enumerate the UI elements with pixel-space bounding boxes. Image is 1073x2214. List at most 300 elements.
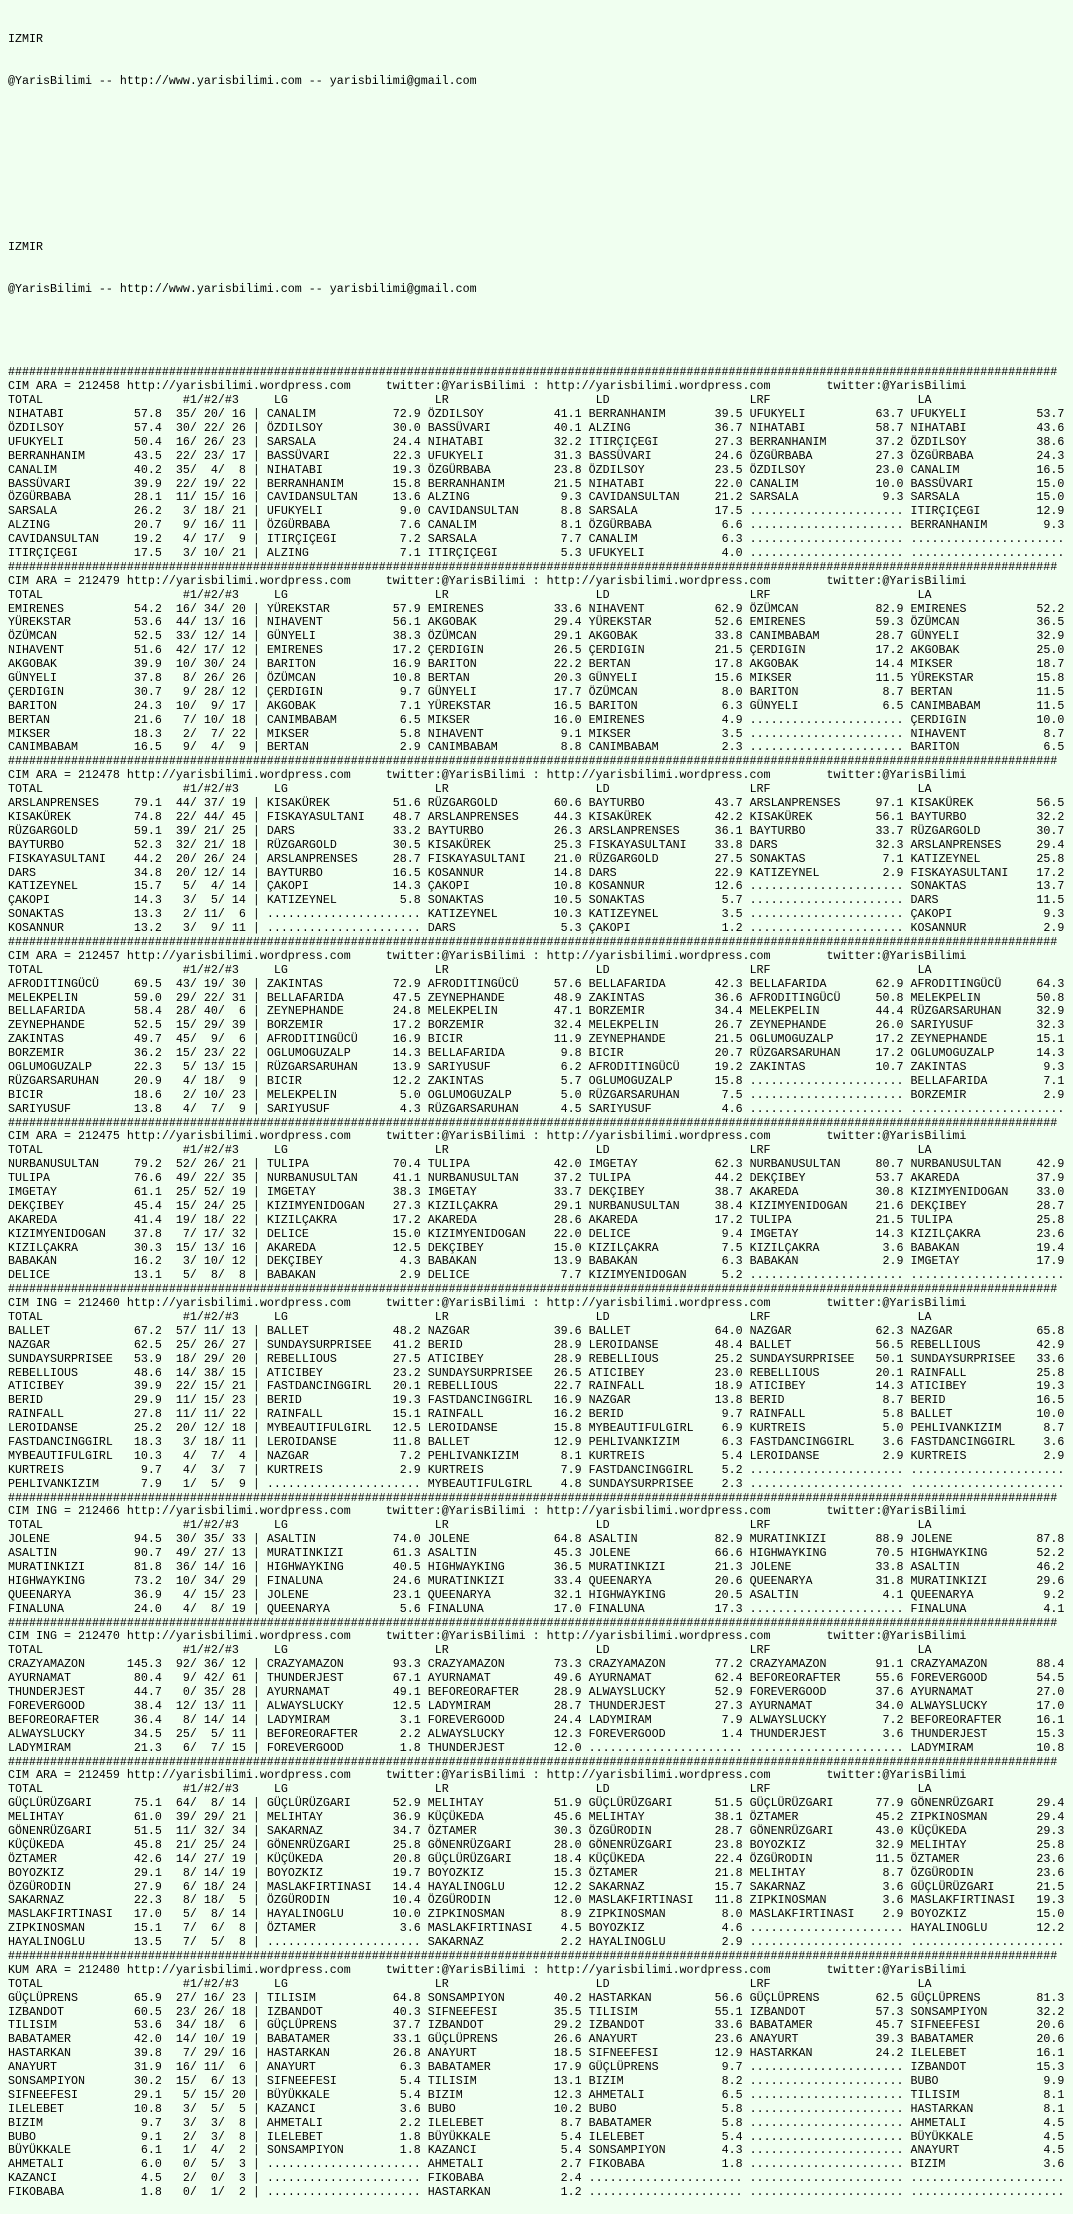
lg-horse-name: GÖNENRÜZGARI <box>266 1837 393 1852</box>
lr-score: 47.1 <box>553 1004 582 1019</box>
site-link[interactable]: http://yarisbilimi.wordpress.com <box>126 379 351 394</box>
total-score: 29.9 <box>119 1393 162 1408</box>
site-link[interactable]: http://yarisbilimi.wordpress.com <box>126 1768 351 1783</box>
lrf-score: 63.7 <box>875 407 904 422</box>
lg-horse-name: AFRODITINGÜCÜ <box>266 1032 393 1047</box>
lrf-score: 26.0 <box>875 1018 904 1033</box>
column-divider: | <box>245 726 267 741</box>
column-divider: | <box>245 1851 267 1866</box>
column-divider: | <box>245 1171 267 1186</box>
ld-horse-name: LEROIDANSE <box>588 1337 715 1352</box>
lg-score: 10.4 <box>392 1893 421 1908</box>
horse-row <box>8 505 1073 519</box>
ld-horse-name: BICIR <box>588 1046 715 1061</box>
lrf-horse-name: KIZILÇAKRA <box>749 1240 876 1255</box>
placing-counts: 7/ 5/ 8 <box>168 1935 246 1950</box>
lrf-horse-name: QUEENARYA <box>749 1573 876 1588</box>
ld-score: 38.1 <box>714 1810 743 1825</box>
site-link[interactable]: http://yarisbilimi.wordpress.com <box>546 1629 771 1644</box>
twitter-handle: twitter:@YarisBilimi <box>826 1504 967 1519</box>
lg-score: 5.6 <box>392 1601 421 1616</box>
horse-row <box>8 491 1073 505</box>
horse-row <box>8 853 1073 867</box>
lg-horse-name: MELEKPELIN <box>266 1087 393 1102</box>
lr-horse-name: GÖNENRÜZGARI <box>427 1837 554 1852</box>
horse-name: PEHLIVANKIZIM <box>8 1476 120 1491</box>
total-score: 13.2 <box>119 921 162 936</box>
lrf-horse-name: GÜÇLÜRÜZGARI <box>749 1796 876 1811</box>
horse-name: HASTARKAN <box>8 2046 120 2061</box>
lr-horse-name: HASTARKAN <box>427 2185 554 2200</box>
placing-counts: 9/ 28/ 12 <box>168 684 246 699</box>
la-score: 9.3 <box>1036 1059 1065 1074</box>
lg-horse-name: AHMETALI <box>266 2115 393 2130</box>
la-score: 29.6 <box>1036 1573 1065 1588</box>
total-score: 31.9 <box>119 2060 162 2075</box>
ld-score: 21.5 <box>714 1032 743 1047</box>
lrf-empty-filler: ...................... <box>749 2101 904 2116</box>
lg-score: 23.2 <box>392 1365 421 1380</box>
horse-row <box>8 1839 1073 1853</box>
lrf-score: 62.5 <box>875 1990 904 2005</box>
horse-row <box>8 2103 1073 2117</box>
lg-horse-name: TULIPA <box>266 1157 393 1172</box>
horse-row <box>8 1908 1073 1922</box>
lr-horse-name: HIGHWAYKING <box>427 1560 554 1575</box>
la-horse-name: KATIZEYNEL <box>910 851 1037 866</box>
column-divider: | <box>245 476 267 491</box>
lg-horse-name: TILISIM <box>266 1990 393 2005</box>
lr-score: 9.1 <box>553 726 582 741</box>
lg-score: 3.6 <box>392 1921 421 1936</box>
horse-name: BABAKAN <box>8 1254 120 1269</box>
column-divider: | <box>245 1560 267 1575</box>
lr-horse-name: KURTREIS <box>427 1462 554 1477</box>
la-score: 29.4 <box>1036 1796 1065 1811</box>
horse-row <box>8 1158 1073 1172</box>
la-horse-name: BEFOREORAFTER <box>910 1712 1037 1727</box>
lg-horse-name: KATIZEYNEL <box>266 893 393 908</box>
lg-horse-name: FINALUNA <box>266 1573 393 1588</box>
lrf-score: 2.9 <box>875 1448 904 1463</box>
lrf-score: 37.6 <box>875 1685 904 1700</box>
lrf-horse-name: SARSALA <box>749 490 876 505</box>
twitter-handle: twitter:@YarisBilimi <box>385 1962 526 1977</box>
horse-row <box>8 547 1073 561</box>
lr-score: 12.3 <box>553 2087 582 2102</box>
horse-name: LADYMIRAM <box>8 1740 120 1755</box>
ld-score: 23.8 <box>714 1837 743 1852</box>
la-score: 65.8 <box>1036 1323 1065 1338</box>
column-header-lrf: LRF <box>749 1518 771 1533</box>
la-horse-name: ÇAKOPI <box>910 907 1037 922</box>
la-score: 8.7 <box>1036 1421 1065 1436</box>
lrf-horse-name: MELEKPELIN <box>749 1004 876 1019</box>
la-score: 37.9 <box>1036 1171 1065 1186</box>
total-score: 25.2 <box>119 1421 162 1436</box>
lrf-score: 2.9 <box>875 1254 904 1269</box>
ld-score: 8.2 <box>714 2073 743 2088</box>
lg-horse-name: BABAKAN <box>266 1268 393 1283</box>
la-horse-name: BORZEMIR <box>910 1087 1037 1102</box>
lr-horse-name: ZEYNEPHANDE <box>427 990 554 1005</box>
horse-name: OGLUMOGUZALP <box>8 1059 120 1074</box>
la-score: 30.7 <box>1036 823 1065 838</box>
lr-horse-name: BORZEMIR <box>427 1018 554 1033</box>
horse-name: FISKAYASULTANI <box>8 851 120 866</box>
lr-score: 12.3 <box>553 1726 582 1741</box>
site-link[interactable]: http://yarisbilimi.wordpress.com <box>546 1296 771 1311</box>
lg-score: 33.2 <box>392 823 421 838</box>
la-score: 6.5 <box>1036 740 1065 755</box>
lg-horse-name: BERRANHANIM <box>266 476 393 491</box>
column-divider: | <box>245 434 267 449</box>
lrf-horse-name: KISAKÜREK <box>749 809 876 824</box>
la-horse-name: BERRANHANIM <box>910 518 1037 533</box>
ld-score: 22.0 <box>714 476 743 491</box>
ld-score: 9.7 <box>714 2060 743 2075</box>
la-empty-filler: ...................... <box>910 1101 1065 1116</box>
la-horse-name: IMGETAY <box>910 1254 1037 1269</box>
ld-horse-name: KÜÇÜKEDA <box>588 1851 715 1866</box>
total-score: 19.2 <box>119 532 162 547</box>
lg-horse-name: NAZGAR <box>266 1448 393 1463</box>
lrf-horse-name: AKGOBAK <box>749 657 876 672</box>
lr-horse-name: CAVIDANSULTAN <box>427 504 554 519</box>
column-divider: | <box>245 684 267 699</box>
total-score: 27.9 <box>119 1879 162 1894</box>
lg-score: 61.3 <box>392 1546 421 1561</box>
lg-score: 30.0 <box>392 421 421 435</box>
twitter-handle: twitter:@YarisBilimi <box>385 1296 526 1311</box>
site-link[interactable]: http://yarisbilimi.wordpress.com <box>126 1296 351 1311</box>
horse-row <box>8 1339 1073 1353</box>
lr-score: 5.4 <box>553 2129 582 2144</box>
la-horse-name: ZEYNEPHANDE <box>910 1032 1037 1047</box>
horse-row <box>8 1811 1073 1825</box>
lg-horse-name: KISAKÜREK <box>266 796 393 811</box>
la-horse-name: MELEKPELIN <box>910 990 1037 1005</box>
lr-horse-name: GÜÇLÜRÜZGARI <box>427 1851 554 1866</box>
horse-row <box>8 1408 1073 1422</box>
column-divider: | <box>245 1865 267 1880</box>
column-divider: | <box>245 546 267 561</box>
placing-counts: 8/ 14/ 19 <box>168 1865 246 1880</box>
lg-horse-name: BABATAMER <box>266 2032 393 2047</box>
lr-horse-name: SUNDAYSURPRISEE <box>427 1365 554 1380</box>
horse-row <box>8 1825 1073 1839</box>
ld-score: 27.5 <box>714 851 743 866</box>
lg-score: 10.8 <box>392 671 421 686</box>
column-divider: | <box>245 1448 267 1463</box>
lr-score: 21.0 <box>553 851 582 866</box>
separator-line: ###################################################################################################################################################### <box>8 934 1058 949</box>
column-header-1-2-3: #1/#2/#3 <box>182 1782 239 1797</box>
la-horse-name: AYURNAMAT <box>910 1685 1037 1700</box>
race-title-line: CIM ING = 212460 http://yarisbilimi.wordpress.com twitter:@YarisBilimi : http://yarisbilimi.wordpress.com twitter:@YarisBilimi <box>8 1296 967 1311</box>
ld-horse-name: MIKSER <box>588 726 715 741</box>
column-header-ld: LD <box>595 393 610 408</box>
lg-horse-name: KIZIMYENIDOGAN <box>266 1198 393 1213</box>
horse-name: FINALUNA <box>8 1601 120 1616</box>
total-score: 34.5 <box>119 1726 162 1741</box>
lr-score: 18.4 <box>553 1851 582 1866</box>
lrf-horse-name: SAKARNAZ <box>749 1879 876 1894</box>
lr-horse-name: KOSANNUR <box>427 865 554 880</box>
horse-name: ÖZDILSOY <box>8 421 120 435</box>
ld-score: 82.9 <box>714 1532 743 1547</box>
site-link[interactable]: http://yarisbilimi.wordpress.com <box>126 1629 351 1644</box>
lrf-score: 62.3 <box>875 1323 904 1338</box>
la-score: 20.6 <box>1036 2032 1065 2047</box>
column-divider: | <box>245 2087 267 2102</box>
ld-horse-name: ANAYURT <box>588 2032 715 2047</box>
lrf-score: 5.8 <box>875 1407 904 1422</box>
lrf-score: 37.2 <box>875 434 904 449</box>
column-header-ld: LD <box>595 1518 610 1533</box>
lrf-score: 21.5 <box>875 1212 904 1227</box>
horse-row <box>8 978 1073 992</box>
lg-horse-name: ALWAYSLUCKY <box>266 1698 393 1713</box>
lg-horse-name: DELICE <box>266 1226 393 1241</box>
lr-horse-name: SONAKTAS <box>427 893 554 908</box>
lr-score: 10.5 <box>553 893 582 908</box>
la-horse-name: SARIYUSUF <box>910 1018 1037 1033</box>
site-link[interactable]: http://yarisbilimi.wordpress.com <box>546 1962 771 1977</box>
la-score: 7.1 <box>1036 1073 1065 1088</box>
lrf-horse-name: NIHATABI <box>749 421 876 435</box>
ld-horse-name: BAYTURBO <box>588 796 715 811</box>
ld-empty-filler: ...................... <box>588 2185 743 2200</box>
la-horse-name: ÖZGÜRBABA <box>910 448 1037 463</box>
la-score: 17.0 <box>1036 1698 1065 1713</box>
la-score: 2.9 <box>1036 1087 1065 1102</box>
horse-name: MELIHTAY <box>8 1810 120 1825</box>
horse-name: KATIZEYNEL <box>8 879 120 894</box>
lr-horse-name: IZBANDOT <box>427 2018 554 2033</box>
la-score: 20.6 <box>1036 2018 1065 2033</box>
lg-horse-name: FOREVERGOOD <box>266 1740 393 1755</box>
column-divider: | <box>245 1921 267 1936</box>
twitter-handle: twitter:@YarisBilimi <box>826 379 967 394</box>
lg-horse-name: FISKAYASULTANI <box>266 809 393 824</box>
placing-counts: 10/ 30/ 24 <box>168 657 246 672</box>
ld-score: 23.0 <box>714 1365 743 1380</box>
placing-counts: 32/ 21/ 18 <box>168 837 246 852</box>
placing-counts: 11/ 11/ 22 <box>168 1407 246 1422</box>
lr-horse-name: BERTAN <box>427 671 554 686</box>
horse-name: CANALIM <box>8 462 120 477</box>
race-title-line: CIM ING = 212466 http://yarisbilimi.wordpress.com twitter:@YarisBilimi : http://yarisbilimi.wordpress.com twitter:@YarisBilimi <box>8 1504 967 1519</box>
lr-score: 49.6 <box>553 1671 582 1686</box>
la-horse-name: UFUKYELI <box>910 407 1037 422</box>
lg-horse-name: SUNDAYSURPRISEE <box>266 1337 393 1352</box>
placing-counts: 14/ 27/ 19 <box>168 1851 246 1866</box>
la-horse-name: SUNDAYSURPRISEE <box>910 1351 1037 1366</box>
ld-score: 44.2 <box>714 1171 743 1186</box>
lrf-horse-name: ZAKINTAS <box>749 1059 876 1074</box>
column-divider: | <box>245 532 267 547</box>
ld-horse-name: BERTAN <box>588 657 715 672</box>
site-link[interactable]: http://yarisbilimi.wordpress.com <box>126 1129 351 1144</box>
total-score: 61.0 <box>119 1810 162 1825</box>
ld-score: 17.8 <box>714 657 743 672</box>
site-link[interactable]: http://yarisbilimi.wordpress.com <box>126 573 351 588</box>
ld-score: 17.5 <box>714 504 743 519</box>
lg-horse-name: BELLAFARIDA <box>266 990 393 1005</box>
lr-horse-name: AYURNAMAT <box>427 1671 554 1686</box>
placing-counts: 39/ 29/ 21 <box>168 1810 246 1825</box>
column-header-line <box>8 964 1073 978</box>
site-link[interactable]: http://yarisbilimi.wordpress.com <box>546 1504 771 1519</box>
column-header-total: TOTAL <box>8 1143 43 1158</box>
la-empty-filler: ...................... <box>910 2185 1065 2200</box>
twitter-handle: twitter:@YarisBilimi <box>385 768 526 783</box>
lg-score: 41.1 <box>392 1171 421 1186</box>
la-horse-name: NIHATABI <box>910 421 1037 435</box>
lrf-horse-name: MIKSER <box>749 671 876 686</box>
ld-horse-name: BABAKAN <box>588 1254 715 1269</box>
ld-horse-name: BOYOZKIZ <box>588 1921 715 1936</box>
la-score: 17.2 <box>1036 865 1065 880</box>
lg-score: 19.3 <box>392 462 421 477</box>
site-link[interactable]: http://yarisbilimi.wordpress.com <box>546 1129 771 1144</box>
site-link[interactable]: http://yarisbilimi.wordpress.com <box>546 1768 771 1783</box>
site-link[interactable]: http://yarisbilimi.wordpress.com <box>126 1962 351 1977</box>
horse-name: GÖNENRÜZGARI <box>8 1823 120 1838</box>
total-score: 48.6 <box>119 1365 162 1380</box>
race-title-line: CIM ARA = 212479 http://yarisbilimi.wordpress.com twitter:@YarisBilimi : http://yarisbilimi.wordpress.com twitter:@YarisBilimi <box>8 573 967 588</box>
ld-score: 7.5 <box>714 1240 743 1255</box>
site-link[interactable]: http://yarisbilimi.wordpress.com <box>126 948 351 963</box>
site-link[interactable]: http://yarisbilimi.wordpress.com <box>546 379 771 394</box>
la-horse-name: TULIPA <box>910 1212 1037 1227</box>
city-title: IZMIR <box>8 31 43 46</box>
column-divider: | <box>245 1796 267 1811</box>
lr-score: 57.6 <box>553 976 582 991</box>
horse-row <box>8 1367 1073 1381</box>
horse-row <box>8 1450 1073 1464</box>
column-divider: | <box>245 421 267 435</box>
ld-score: 23.6 <box>714 2032 743 2047</box>
placing-counts: 20/ 12/ 18 <box>168 1421 246 1436</box>
lg-horse-name: NIHAVENT <box>266 615 393 630</box>
lr-horse-name: ÇERDIGIN <box>427 643 554 658</box>
la-score: 10.0 <box>1036 712 1065 727</box>
la-score: 54.5 <box>1036 1671 1065 1686</box>
total-score: 13.5 <box>119 1935 162 1950</box>
la-score: 9.9 <box>1036 2073 1065 2088</box>
ld-score: 17.2 <box>714 1212 743 1227</box>
ld-score: 77.2 <box>714 1657 743 1672</box>
column-divider: | <box>245 1365 267 1380</box>
horse-row <box>8 464 1073 478</box>
ld-horse-name: ZEYNEPHANDE <box>588 1032 715 1047</box>
lg-score: 1.8 <box>392 1740 421 1755</box>
ld-score: 6.3 <box>714 1435 743 1450</box>
la-horse-name: RAINFALL <box>910 1365 1037 1380</box>
placing-counts: 20/ 12/ 14 <box>168 865 246 880</box>
la-score: 16.5 <box>1036 1393 1065 1408</box>
lg-score: 64.8 <box>392 1990 421 2005</box>
lrf-score: 55.6 <box>875 1671 904 1686</box>
la-horse-name: ITIRÇIÇEGI <box>910 504 1037 519</box>
la-score: 8.7 <box>1036 726 1065 741</box>
site-link[interactable]: http://yarisbilimi.wordpress.com <box>126 768 351 783</box>
la-empty-filler: ...................... <box>910 546 1065 561</box>
lr-horse-name: ARSLANPRENSES <box>427 809 554 824</box>
ld-horse-name: CRAZYAMAZON <box>588 1657 715 1672</box>
column-divider: | <box>245 407 267 422</box>
lr-horse-name: NIHATABI <box>427 434 554 449</box>
placing-counts: 9/ 42/ 61 <box>168 1671 246 1686</box>
horse-row <box>8 686 1073 700</box>
column-header-line <box>8 1644 1073 1658</box>
lr-score: 5.7 <box>553 1073 582 1088</box>
la-horse-name: SARSALA <box>910 490 1037 505</box>
site-link[interactable]: http://yarisbilimi.wordpress.com <box>546 948 771 963</box>
lg-score: 57.9 <box>392 601 421 616</box>
la-score: 33.6 <box>1036 1351 1065 1366</box>
lg-horse-name: EMIRENES <box>266 643 393 658</box>
lr-score: 26.3 <box>553 823 582 838</box>
placing-counts: 22/ 15/ 21 <box>168 1379 246 1394</box>
ld-horse-name: ÖZTAMER <box>588 1865 715 1880</box>
la-horse-name: RÜZGARSARUHAN <box>910 1004 1037 1019</box>
lg-score: 12.5 <box>392 1240 421 1255</box>
lr-score: 33.7 <box>553 1184 582 1199</box>
column-header-la: LA <box>917 962 932 977</box>
ld-horse-name: AHMETALI <box>588 2087 715 2102</box>
ld-horse-name: SUNDAYSURPRISEE <box>588 1476 715 1491</box>
contact-line: @YarisBilimi -- http://www.yarisbilimi.com -- yarisbilimi@gmail.com <box>8 73 477 88</box>
column-header-total: TOTAL <box>8 1782 43 1797</box>
race-section <box>8 1617 1073 1756</box>
ld-score: 1.8 <box>714 2157 743 2172</box>
site-link[interactable]: http://yarisbilimi.wordpress.com <box>126 1504 351 1519</box>
lrf-empty-filler: ...................... <box>749 921 904 936</box>
lg-score: 33.1 <box>392 2032 421 2047</box>
la-score: 16.1 <box>1036 1712 1065 1727</box>
lg-horse-name: QUEENARYA <box>266 1601 393 1616</box>
lr-score: 8.8 <box>553 504 582 519</box>
column-header-1-2-3: #1/#2/#3 <box>182 782 239 797</box>
race-title: KUM ARA = 212480 <box>8 1962 120 1977</box>
lrf-score: 28.7 <box>875 629 904 644</box>
lrf-horse-name: BOYOZKIZ <box>749 1837 876 1852</box>
total-score: 6.1 <box>119 2143 162 2158</box>
column-header-total: TOTAL <box>8 587 43 602</box>
la-horse-name: OGLUMOGUZALP <box>910 1046 1037 1061</box>
lrf-horse-name: THUNDERJEST <box>749 1726 876 1741</box>
site-link[interactable]: http://yarisbilimi.wordpress.com <box>546 768 771 783</box>
ld-score: 6.6 <box>714 518 743 533</box>
site-link[interactable]: http://yarisbilimi.wordpress.com <box>546 573 771 588</box>
lrf-empty-filler: ...................... <box>749 1268 904 1283</box>
separator-line: ###################################################################################################################################################### <box>8 1948 1058 1963</box>
la-score: 32.2 <box>1036 809 1065 824</box>
lg-score: 2.2 <box>392 2115 421 2130</box>
column-divider: | <box>245 1268 267 1283</box>
contact-line: @YarisBilimi -- http://www.yarisbilimi.com -- yarisbilimi@gmail.com <box>8 282 477 297</box>
horse-row <box>8 825 1073 839</box>
la-score: 9.3 <box>1036 907 1065 922</box>
column-header-lg: LG <box>273 1518 288 1533</box>
total-score: 81.8 <box>119 1560 162 1575</box>
ld-horse-name: SONSAMPIYON <box>588 2143 715 2158</box>
total-score: 94.5 <box>119 1532 162 1547</box>
column-divider: | <box>245 448 267 463</box>
